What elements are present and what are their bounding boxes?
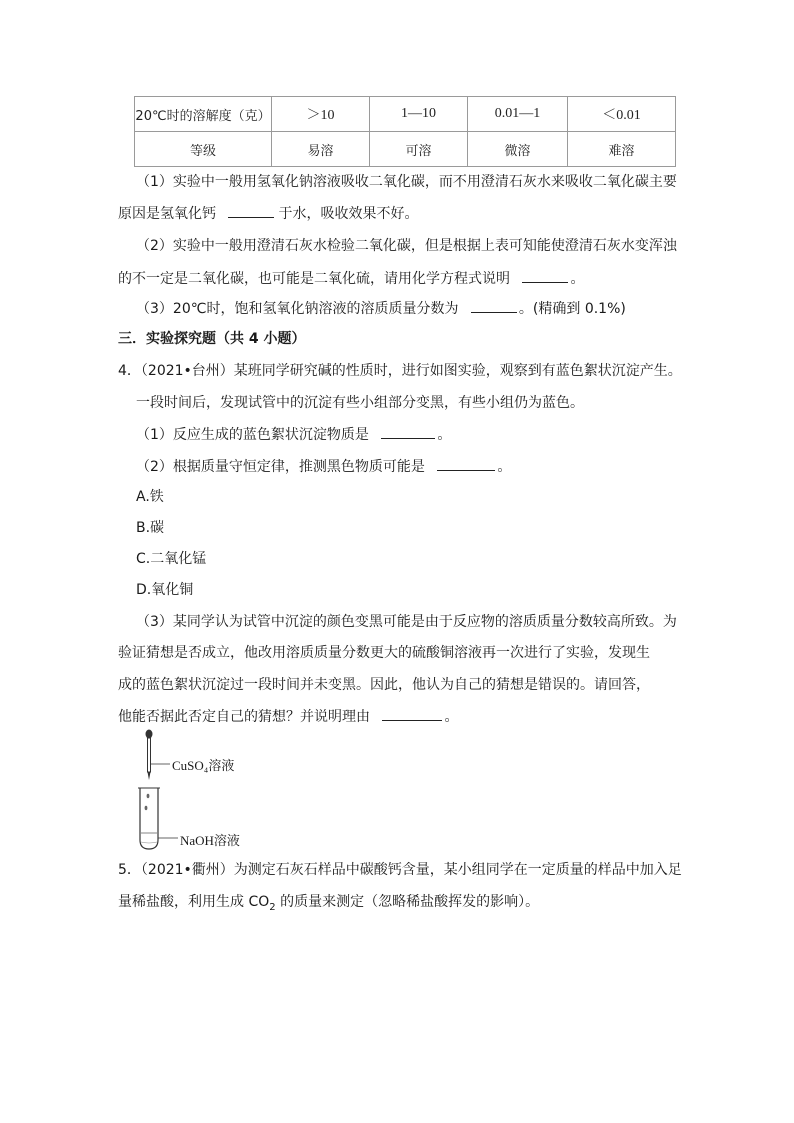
apparatus-figure	[120, 728, 280, 856]
table-cell: 易溶	[272, 132, 370, 167]
q5-line2-text: 量稀盐酸，利用生成 CO	[118, 894, 270, 910]
q4-part3-text: 他能否据此否定自己的猜想？并说明理由	[118, 709, 370, 725]
q3-part1-line2	[118, 203, 418, 224]
table-row	[135, 97, 676, 132]
q4-part3-line2: 验证猜想是否成立，他改用溶质质量分数更大的硫酸铜溶液再一次进行了实验，发现生	[118, 645, 650, 661]
table-cell: 难溶	[568, 132, 676, 167]
q5-line2-tail: 的质量来测定（忽略稀盐酸挥发的影响）。	[275, 894, 540, 910]
option-d: D.氧化铜	[136, 582, 194, 598]
table-row	[135, 132, 676, 167]
solubility-table	[134, 96, 676, 167]
table-cell: 微溶	[468, 132, 568, 167]
option-b: B.碳	[136, 520, 165, 536]
q3-part3-tail: 。(精确到 0.1%)	[518, 301, 626, 317]
q4-part2-text: （2）根据质量守恒定律，推测黑色物质可能是	[136, 459, 425, 475]
table-cell: 1—10	[370, 97, 468, 132]
q3-part2-tail: 。	[570, 271, 585, 287]
q4-part1-tail: 。	[437, 427, 452, 443]
q3-part3-line	[136, 298, 626, 319]
answer-blank[interactable]	[437, 456, 495, 471]
cuso4-label: CuSO₄溶液	[172, 758, 235, 773]
q4-part3-line1: （3）某同学认为试管中沉淀的颜色变黑可能是由于反应物的溶质质量分数较高所致。为	[136, 614, 677, 630]
q4-part3-line3: 成的蓝色絮状沉淀过一段时间并未变黑。因此，他认为自己的猜想是错误的。请回答，	[118, 677, 650, 693]
q3-part2-line2	[118, 268, 584, 289]
option-a: A.铁	[136, 489, 164, 505]
q4-part1-text: （1）反应生成的蓝色絮状沉淀物质是	[136, 427, 369, 443]
dropper-tube	[148, 738, 151, 772]
table-cell: 20℃时的溶解度（克）	[135, 97, 272, 132]
q5-line2	[118, 892, 539, 918]
table-cell: 可溶	[370, 132, 468, 167]
section-heading: 三．实验探究题（共 4 小题）	[118, 331, 306, 347]
answer-blank[interactable]	[382, 706, 442, 721]
answer-blank[interactable]	[228, 203, 274, 218]
q4-part2-tail: 。	[497, 459, 512, 475]
q4-part3-tail: 。	[444, 709, 459, 725]
q4-part3-line4	[118, 706, 458, 727]
q5-line1: 5．（2021•衢州）为测定石灰石样品中碳酸钙含量，某小组同学在一定质量的样品中加入足	[118, 862, 682, 878]
dropper-tip	[148, 772, 151, 780]
q3-part1-tail: 于水，吸收效果不好。	[278, 206, 419, 222]
table-cell: 等级	[135, 132, 272, 167]
co2-subscript: 2	[269, 901, 276, 913]
q4-part1-line	[136, 424, 451, 445]
answer-blank[interactable]	[471, 298, 517, 313]
q4-part2-line	[136, 456, 511, 477]
q3-part1-line1: （1）实验中一般用氢氧化钠溶液吸收二氧化碳，而不用澄清石灰水来吸收二氧化碳主要	[136, 174, 677, 190]
q3-part2-line1: （2）实验中一般用澄清石灰水检验二氧化碳，但是根据上表可知能使澄清石灰水变浑浊	[136, 238, 677, 254]
option-c: C.二氧化锰	[136, 551, 207, 567]
answer-blank[interactable]	[381, 424, 435, 439]
q4-stem-line2: 一段时间后，发现试管中的沉淀有些小组部分变黑，有些小组仍为蓝色。	[136, 395, 584, 411]
q4-stem-line1: 4．（2021•台州）某班同学研究碱的性质时，进行如图实验，观察到有蓝色絮状沉淀产生。	[118, 363, 682, 379]
q3-part3-text: （3）20℃时，饱和氢氧化钠溶液的溶质质量分数为	[136, 301, 459, 317]
q3-part2-text: 的不一定是二氧化碳，也可能是二氧化硫，请用化学方程式说明	[118, 271, 510, 287]
table-cell: 0.01—1	[468, 97, 568, 132]
table-cell: ＞10	[272, 97, 370, 132]
q3-part1-text: 原因是氢氧化钙	[118, 206, 216, 222]
answer-blank[interactable]	[522, 268, 568, 283]
dropper-bulb	[146, 730, 153, 739]
naoh-label: NaOH溶液	[180, 833, 240, 848]
table-cell: ＜0.01	[568, 97, 676, 132]
